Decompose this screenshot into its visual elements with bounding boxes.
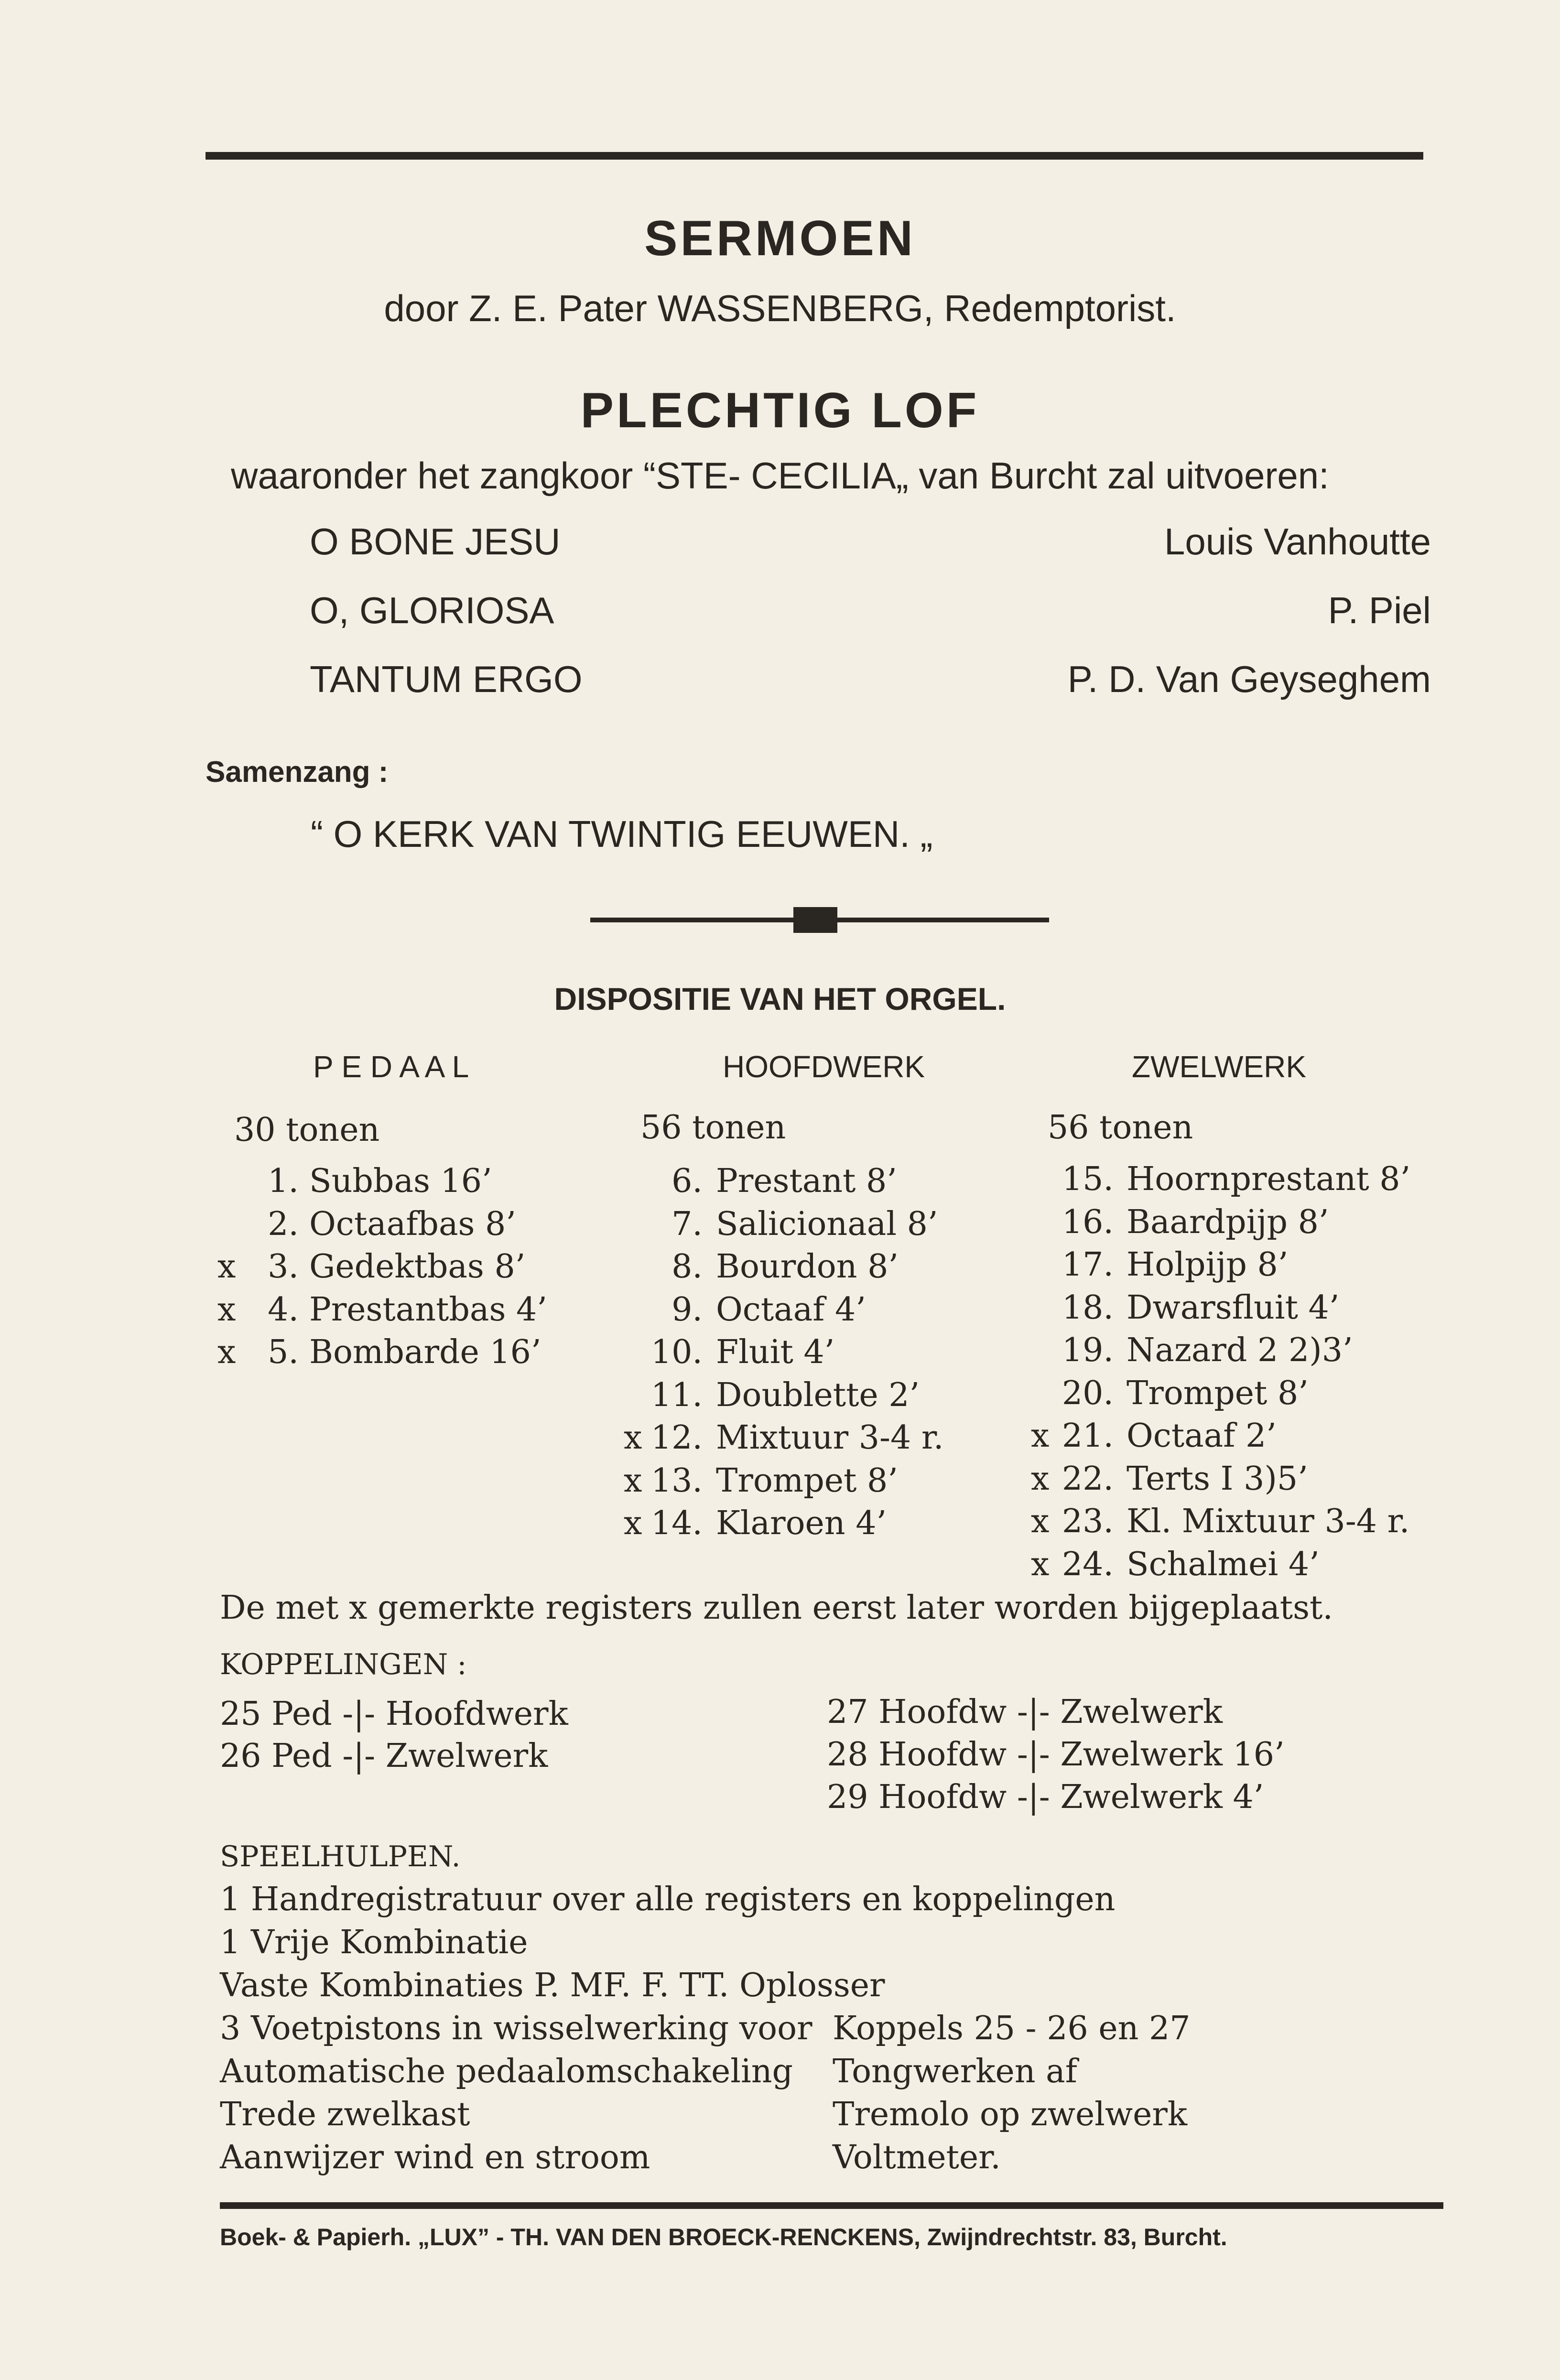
zwelwerk-register-name: Dwarsfluit 4’	[1127, 1288, 1340, 1327]
piece-2-title: O, GLORIOSA	[310, 589, 554, 631]
pedaal-register-number: 3.	[268, 1248, 299, 1286]
zwelwerk-register-number: 21.	[1062, 1417, 1114, 1455]
hoofdwerk-register-name: Trompet 8’	[716, 1461, 898, 1500]
hoofdwerk-register-number: 10.	[650, 1333, 703, 1371]
koppeling-29: 29 Hoofdw -|- Zwelwerk 4’	[827, 1778, 1264, 1816]
zwelwerk-register-mark: x	[1031, 1417, 1050, 1455]
samenzang-song: “ O KERK VAN TWINTIG EEUWEN. „	[311, 813, 933, 855]
lof-title: PLECHTIG LOF	[580, 383, 980, 438]
hoofdwerk-register-name: Klaroen 4’	[716, 1504, 887, 1542]
bottom-rule	[220, 2202, 1443, 2209]
hoofdwerk-register-number: 13.	[650, 1461, 703, 1500]
speelhulp-right-3: Tremolo op zwelwerk	[833, 2096, 1188, 2133]
zwelwerk-register-number: 20.	[1062, 1374, 1114, 1412]
speelhulp-left-1: 3 Voetpistons in wisselwerking voor	[220, 2010, 812, 2047]
hoofdwerk-register-number: 11.	[650, 1376, 703, 1414]
pedaal-register-number: 2.	[268, 1205, 299, 1243]
pedaal-register-name: Prestantbas 4’	[309, 1290, 547, 1329]
hoofdwerk-register-number: 7.	[672, 1205, 703, 1243]
hoofdwerk-register-number: 9.	[672, 1290, 703, 1329]
pedaal-register-name: Bombarde 16’	[309, 1333, 542, 1371]
hoofdwerk-register-name: Prestant 8’	[716, 1162, 897, 1200]
zwelwerk-register-number: 17.	[1062, 1246, 1114, 1284]
pedaal-register-number: 5.	[268, 1333, 299, 1371]
hoofdwerk-register-number: 6.	[672, 1162, 703, 1200]
hoofdwerk-register-name: Salicionaal 8’	[716, 1205, 938, 1243]
samenzang-label: Samenzang :	[206, 756, 389, 789]
hoofdwerk-register-number: 14.	[650, 1504, 703, 1542]
zwelwerk-register-mark: x	[1031, 1545, 1050, 1583]
zwelwerk-register-name: Holpijp 8’	[1127, 1246, 1289, 1284]
koppeling-26: 26 Ped -|- Zwelwerk	[220, 1737, 548, 1775]
zwelwerk-register-name: Kl. Mixtuur 3-4 r.	[1127, 1503, 1410, 1540]
pedaal-register-mark: x	[217, 1333, 236, 1371]
ornament-block	[793, 907, 837, 933]
pedaal-register-mark: x	[217, 1248, 236, 1286]
hoofdwerk-register-name: Mixtuur 3-4 r.	[716, 1419, 944, 1457]
zwelwerk-heading: ZWELWERK	[1132, 1049, 1307, 1084]
top-rule	[206, 152, 1423, 160]
sermon-title: SERMOEN	[644, 211, 916, 266]
zwelwerk-register-name: Schalmei 4’	[1127, 1545, 1320, 1583]
hoofdwerk-tones: 56 tonen	[640, 1109, 786, 1147]
hoofdwerk-heading: HOOFDWERK	[723, 1049, 925, 1084]
speelhulp-left-3: Trede zwelkast	[220, 2096, 470, 2133]
speelhulp-line-3: Vaste Kombinaties P. MF. F. TT. Oplosser	[220, 1967, 885, 2004]
pedaal-register-mark: x	[217, 1290, 236, 1329]
zwelwerk-register-name: Nazard 2 2)3’	[1127, 1331, 1353, 1369]
piece-3-title: TANTUM ERGO	[310, 658, 583, 700]
koppelingen-label: KOPPELINGEN :	[220, 1648, 467, 1681]
hoofdwerk-register-number: 12.	[650, 1419, 703, 1457]
printer-footer: Boek- & Papierh. „LUX” - TH. VAN DEN BROECK-RENCKENS, Zwijndrechtstr. 83, Burcht.	[220, 2224, 1227, 2250]
speelhulp-right-1: Koppels 25 - 26 en 27	[833, 2010, 1191, 2047]
zwelwerk-register-name: Hoornprestant 8’	[1127, 1160, 1411, 1198]
pedaal-tones: 30 tonen	[234, 1111, 380, 1149]
zwelwerk-register-mark: x	[1031, 1460, 1050, 1498]
piece-2-composer: P. Piel	[1328, 589, 1431, 631]
zwelwerk-register-number: 23.	[1062, 1503, 1114, 1540]
speelhulp-line-2: 1 Vrije Kombinatie	[220, 1924, 528, 1961]
pedaal-heading: P E D A A L	[313, 1049, 469, 1084]
zwelwerk-register-number: 18.	[1062, 1288, 1114, 1327]
zwelwerk-tones: 56 tonen	[1048, 1109, 1193, 1147]
speelhulp-line-1: 1 Handregistratuur over alle registers en koppelingen	[220, 1881, 1116, 1918]
speelhulp-right-4: Voltmeter.	[833, 2139, 1001, 2176]
hoofdwerk-register-name: Octaaf 4’	[716, 1290, 866, 1329]
zwelwerk-register-name: Baardpijp 8’	[1127, 1203, 1329, 1241]
zwelwerk-register-mark: x	[1031, 1503, 1050, 1540]
hoofdwerk-register-mark: x	[624, 1461, 642, 1500]
zwelwerk-register-number: 19.	[1062, 1331, 1114, 1369]
hoofdwerk-register-mark: x	[624, 1504, 642, 1542]
hoofdwerk-register-name: Fluit 4’	[716, 1333, 835, 1371]
zwelwerk-register-name: Trompet 8’	[1127, 1374, 1309, 1412]
piece-3-composer: P. D. Van Geyseghem	[1067, 658, 1431, 700]
pedaal-register-name: Octaafbas 8’	[309, 1205, 516, 1243]
zwelwerk-register-number: 22.	[1062, 1460, 1114, 1498]
zwelwerk-register-name: Terts I 3)5’	[1127, 1460, 1308, 1498]
pedaal-register-name: Subbas 16’	[309, 1162, 492, 1200]
piece-1-composer: Louis Vanhoutte	[1164, 520, 1431, 563]
hoofdwerk-register-name: Doublette 2’	[716, 1376, 920, 1414]
sermon-preacher: door Z. E. Pater WASSENBERG, Redemptorist.	[384, 287, 1176, 329]
hoofdwerk-register-number: 8.	[672, 1248, 703, 1286]
speelhulp-left-2: Automatische pedaalomschakeling	[220, 2053, 793, 2090]
speelhulpen-label: SPEELHULPEN.	[220, 1840, 461, 1873]
speelhulp-right-2: Tongwerken af	[833, 2053, 1077, 2090]
pedaal-register-number: 1.	[268, 1162, 299, 1200]
koppeling-25: 25 Ped -|- Hoofdwerk	[220, 1695, 568, 1733]
zwelwerk-register-number: 24.	[1062, 1545, 1114, 1583]
hoofdwerk-register-mark: x	[624, 1419, 642, 1457]
zwelwerk-register-name: Octaaf 2’	[1127, 1417, 1277, 1455]
hoofdwerk-register-name: Bourdon 8’	[716, 1248, 899, 1286]
lof-intro: waaronder het zangkoor “STE- CECILIA„ van Burcht zal uitvoeren:	[231, 454, 1329, 497]
zwelwerk-register-number: 16.	[1062, 1203, 1114, 1241]
piece-1-title: O BONE JESU	[310, 520, 561, 563]
register-note: De met x gemerkte registers zullen eerst later worden bijgeplaatst.	[220, 1589, 1333, 1627]
organ-title: DISPOSITIE VAN HET ORGEL.	[554, 981, 1006, 1017]
zwelwerk-register-number: 15.	[1062, 1160, 1114, 1198]
pedaal-register-number: 4.	[268, 1290, 299, 1329]
pedaal-register-name: Gedektbas 8’	[309, 1248, 526, 1286]
koppeling-27: 27 Hoofdw -|- Zwelwerk	[827, 1693, 1223, 1731]
koppeling-28: 28 Hoofdw -|- Zwelwerk 16’	[827, 1736, 1285, 1774]
speelhulp-left-4: Aanwijzer wind en stroom	[220, 2139, 650, 2176]
